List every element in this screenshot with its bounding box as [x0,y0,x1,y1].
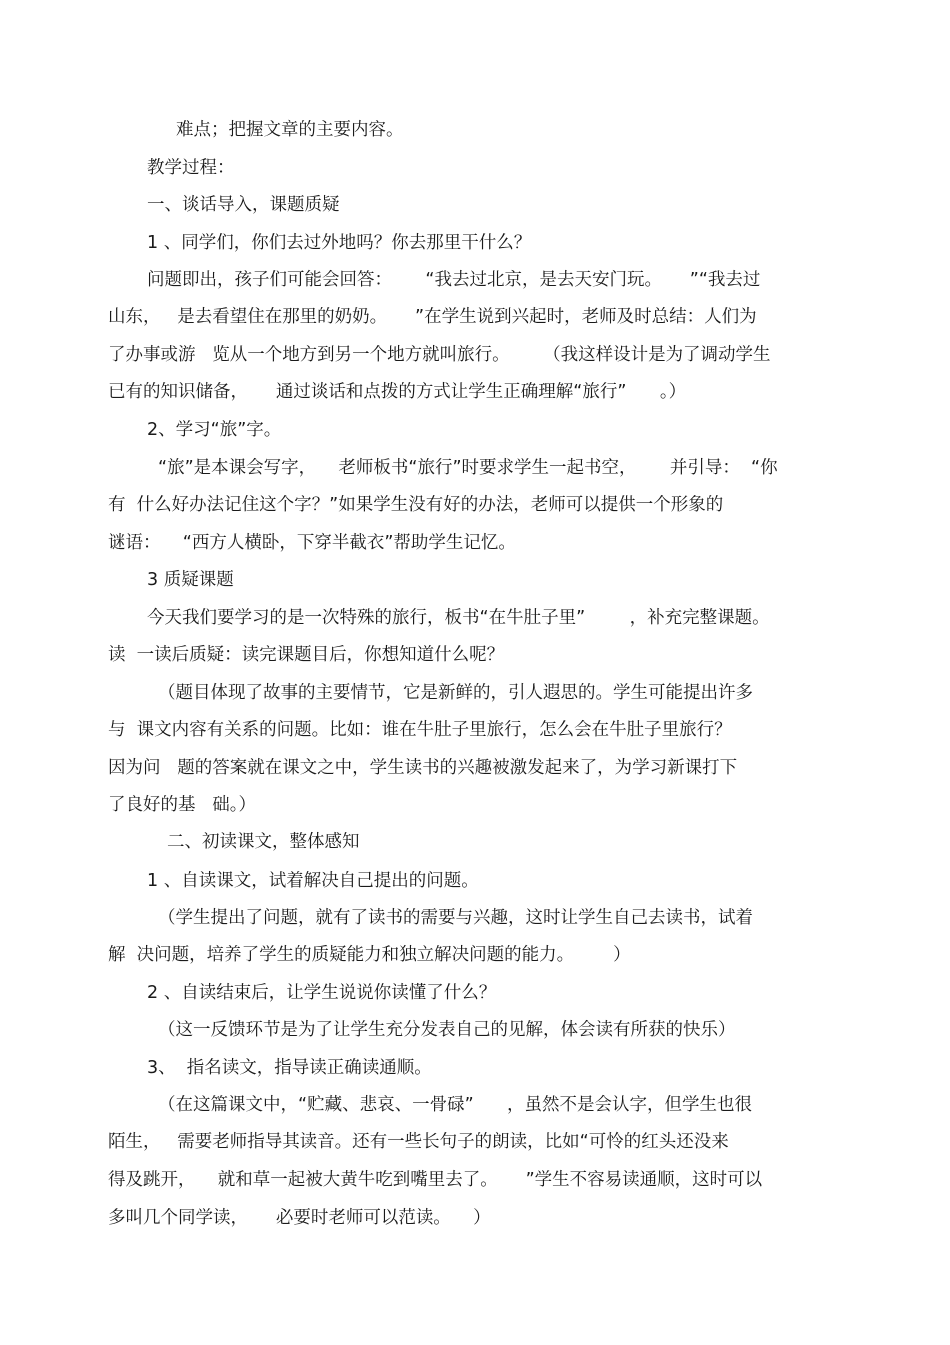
item-2-3: 3、 指名读文，指导读正确读通顺。 [147,1058,432,1078]
paragraph-line: （这一反馈环节是为了让学生充分发表自己的见解，体会读有所获的快乐） [158,1020,736,1040]
item-2-1: 1 、自读课文，试着解决自己提出的问题。 [147,871,479,891]
paragraph-line: 谜语： “西方人横卧，下穿半截衣”帮助学生记忆。 [108,533,516,553]
paragraph-line: 陌生， 需要老师指导其读音。还有一些长句子的朗读，比如“可怜的红头还没来 [108,1132,729,1152]
item-1-3: 3 质疑课题 [147,570,234,590]
paragraph-line: 了办事或游 览从一个地方到另一个地方就叫旅行。 （我这样设计是为了调动学生 [108,345,771,365]
paragraph-line: 读 一读后质疑：读完课题目后，你想知道什么呢？ [108,645,505,665]
paragraph-line: （学生提出了问题，就有了读书的需要与兴趣，这时让学生自己去读书，试着 [158,908,753,928]
paragraph-line: 多叫几个同学读， 必要时老师可以范读。 ） [108,1208,491,1228]
teaching-process-heading: 教学过程： [147,158,235,178]
paragraph-line: 问题即出，孩子们可能会回答： “我去过北京，是去天安门玩。 ”“我去过 [147,270,761,290]
paragraph-line: 已有的知识储备， 通过谈话和点拨的方式让学生正确理解“旅行” 。） [108,382,687,402]
paragraph-line: 了良好的基 础。） [108,795,256,815]
paragraph-line: 因为问 题的答案就在课文之中，学生读书的兴趣被激发起来了，为学习新课打下 [108,758,738,778]
paragraph-line: 有 什么好办法记住这个字？”如果学生没有好的办法，老师可以提供一个形象的 [108,495,724,515]
paragraph-line: 与 课文内容有关系的问题。比如：谁在牛肚子里旅行，怎么会在牛肚子里旅行？ [108,720,732,740]
paragraph-line: “旅”是本课会写字， 老师板书“旅行”时要求学生一起书空， 并引导： “你 [158,458,778,478]
item-1-1: 1 、同学们，你们去过外地吗？你去那里干什么？ [147,233,532,253]
difficulty-line: 难点；把握文章的主要内容。 [176,120,404,140]
paragraph-line: （在这篇课文中，“贮藏、悲哀、一骨碌” ，虽然不是会认字，但学生也很 [158,1095,753,1115]
paragraph-line: 解 决问题，培养了学生的质疑能力和独立解决问题的能力。 ） [108,945,631,965]
paragraph-line: 得及跳开， 就和草一起被大黄牛吃到嘴里去了。 ”学生不容易读通顺，这时可以 [108,1170,763,1190]
section-2-heading: 二、初读课文，整体感知 [167,832,360,852]
paragraph-line: 山东， 是去看望住在那里的奶奶。 ”在学生说到兴起时，老师及时总结：人们为 [108,307,757,327]
section-1-heading: 一、谈话导入，课题质疑 [147,195,340,215]
paragraph-line: 今天我们要学习的是一次特殊的旅行，板书“在牛肚子里” ，补充完整课题。 [147,608,770,628]
item-2-2: 2 、自读结束后，让学生说说你读懂了什么？ [147,983,497,1003]
paragraph-line: （题目体现了故事的主要情节，它是新鲜的，引人遐思的。学生可能提出许多 [158,683,753,703]
item-1-2: 2、学习“旅”字。 [147,420,282,440]
